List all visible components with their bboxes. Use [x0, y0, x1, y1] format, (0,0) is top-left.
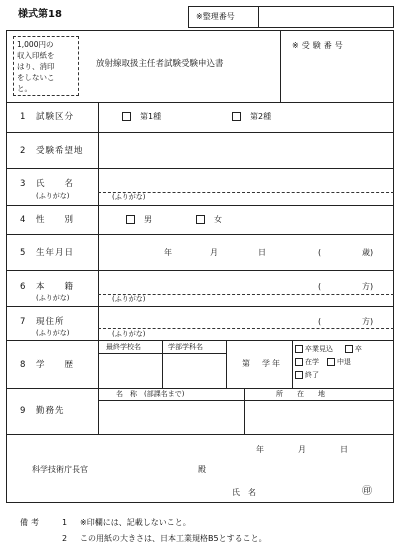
row-8-number: 8: [20, 360, 27, 370]
birth-year-unit: 年: [164, 248, 172, 257]
age-unit: 歳): [362, 248, 374, 257]
domicile-pref-open: (: [318, 282, 322, 291]
checkbox-class-2[interactable]: [232, 112, 241, 121]
row-3-number: 3: [20, 179, 27, 189]
row-1-number: 1: [20, 112, 27, 122]
checkbox-completed[interactable]: [295, 371, 303, 379]
checkbox-graduated[interactable]: [345, 345, 353, 353]
school-name-input[interactable]: [100, 355, 160, 386]
faculty-input[interactable]: [164, 355, 224, 386]
row-2-number: 2: [20, 146, 27, 156]
status-completed: 終了: [305, 371, 319, 379]
row-6-label: 本 籍: [36, 282, 75, 292]
exam-number-label: ※受験番号: [292, 41, 346, 50]
checkbox-class-1[interactable]: [122, 112, 131, 121]
stamp-note-line: をしないこ: [17, 73, 55, 82]
domicile-input[interactable]: [100, 272, 310, 293]
stamp-note: [17, 39, 55, 94]
row-2-label: 受験希望地: [36, 146, 84, 156]
row-4-number: 4: [20, 215, 27, 225]
employer-name-input[interactable]: [100, 402, 242, 432]
birth-day-unit: 日: [258, 248, 266, 257]
row-7-label: 現住所: [36, 317, 65, 327]
row-6-furigana-label: (ふりがな): [36, 294, 70, 302]
checkbox-expected-graduate[interactable]: [295, 345, 303, 353]
address-furigana-hint: (ふりがな): [112, 330, 146, 338]
application-day-unit: 日: [340, 445, 348, 454]
row-9-number: 9: [20, 406, 27, 416]
row-9-label: 勤務先: [36, 406, 65, 416]
birth-month-unit: 月: [210, 248, 218, 257]
option-class-2: 第2種: [250, 112, 272, 121]
checkbox-male[interactable]: [126, 215, 135, 224]
stamp-note-line: 1,000円の: [17, 40, 54, 49]
address-input[interactable]: [100, 308, 310, 327]
note-1-number: 1: [62, 518, 68, 527]
age-open-paren: (: [318, 248, 322, 257]
name-input[interactable]: [100, 170, 392, 191]
checkbox-enrolled[interactable]: [295, 358, 303, 366]
row-5-label: 生年月日: [36, 248, 75, 258]
addressee: 科学技術庁長官: [32, 465, 88, 474]
exam-number-input[interactable]: [283, 58, 391, 100]
status-graduated: 卒: [355, 345, 362, 353]
row-3-label: 氏 名: [36, 179, 75, 189]
option-class-1: 第1種: [140, 112, 162, 121]
row-4-label: 性 別: [36, 215, 75, 225]
address-pref-open: (: [318, 317, 322, 326]
grade-label: 第 学年: [242, 359, 282, 368]
domicile-furigana-hint: (ふりがな): [112, 295, 146, 303]
stamp-note-line: と。: [17, 84, 32, 93]
seal-mark: ㊞: [362, 486, 372, 497]
status-enrolled: 在学: [305, 358, 319, 366]
honorific: 殿: [198, 465, 206, 474]
form-title: 放射線取扱主任者試験受験申込書: [96, 59, 224, 69]
stamp-note-line: 収入印紙を: [17, 51, 55, 60]
stamp-note-line: はり、消印: [17, 62, 55, 71]
employer-address-header: 所 在 地: [276, 390, 325, 398]
application-year-unit: 年: [256, 445, 264, 454]
row-6-number: 6: [20, 282, 27, 292]
checkbox-female[interactable]: [196, 215, 205, 224]
notes-label: 備考: [20, 518, 42, 527]
employer-name-header: 名 称 (部課名まで): [116, 390, 185, 398]
option-male: 男: [144, 215, 152, 224]
checkbox-withdrawn[interactable]: [327, 358, 335, 366]
row-8-label: 学 歴: [36, 360, 75, 370]
row-1-label: 試験区分: [36, 112, 75, 122]
name-furigana-hint: (ふりがな): [112, 193, 146, 201]
exam-location-input[interactable]: [100, 134, 392, 166]
status-expected-graduate: 卒業見込: [305, 345, 333, 353]
applicant-name-input[interactable]: [256, 484, 356, 500]
option-female: 女: [214, 215, 222, 224]
row-7-number: 7: [20, 317, 27, 327]
employer-address-input[interactable]: [246, 402, 392, 432]
note-2-number: 2: [62, 534, 68, 543]
office-use-input[interactable]: [260, 8, 392, 26]
birth-date-input[interactable]: [100, 237, 392, 268]
note-1-text: ※印欄には、記載しないこと。: [80, 518, 191, 527]
note-2-text: この用紙の大きさは、日本工業規格B5とすること。: [80, 534, 267, 543]
form-number: 様式第18: [18, 9, 62, 20]
faculty-header: 学部学科名: [168, 343, 203, 351]
status-withdrawn: 中退: [337, 358, 351, 366]
school-name-header: 最終学校名: [106, 343, 141, 351]
office-use-label: ※整理番号: [196, 12, 235, 21]
application-month-unit: 月: [298, 445, 306, 454]
address-pref-unit: 方): [362, 317, 374, 326]
domicile-pref-unit: 方): [362, 282, 374, 291]
row-7-furigana-label: (ふりがな): [36, 329, 70, 337]
applicant-name-label: 氏名: [232, 488, 264, 497]
row-5-number: 5: [20, 248, 27, 258]
row-3-furigana-label: (ふりがな): [36, 192, 70, 200]
